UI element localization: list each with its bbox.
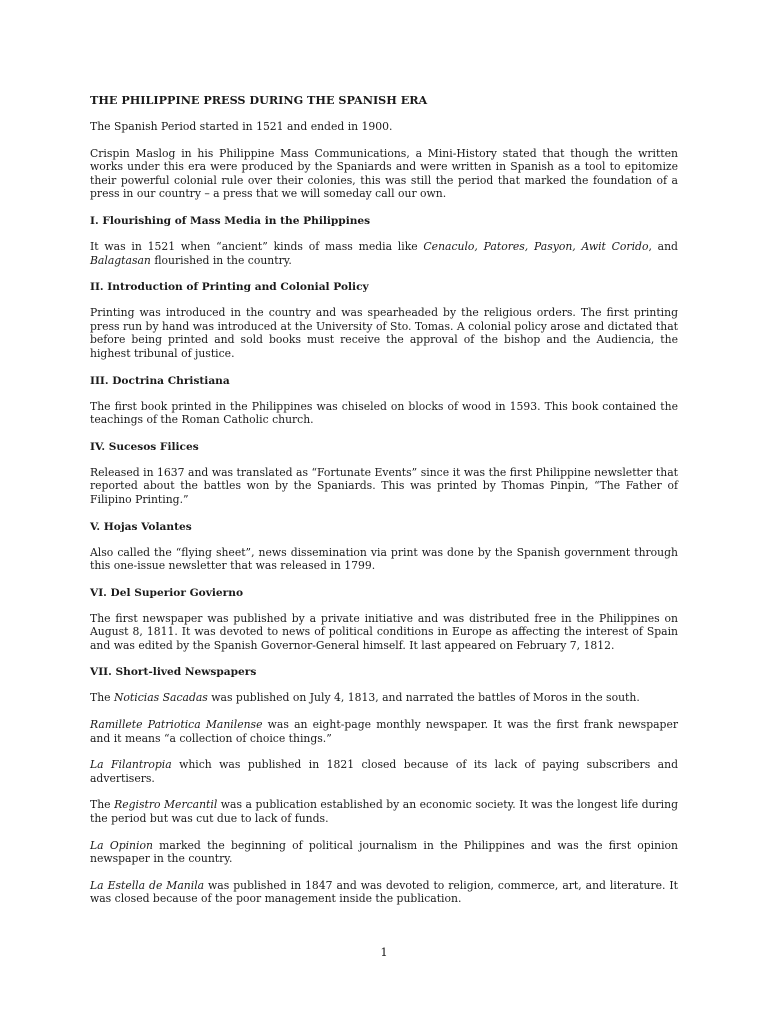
text-run: was an eight-page monthly newspaper. It was the first frank newspaper and it means “a collection of choice things.” xyxy=(90,718,679,745)
newspaper-paragraph-6 xyxy=(90,879,678,906)
section-heading-4: IV. Sucesos Filices xyxy=(90,440,199,453)
newspaper-paragraph-3 xyxy=(90,758,678,785)
section-heading-2: II. Introduction of Printing and Colonial Policy xyxy=(90,281,369,294)
document-title: THE PHILIPPINE PRESS DURING THE SPANISH ERA xyxy=(90,93,428,107)
section-paragraph-2: Printing was introduced in the country and was spearheaded by the religious orders. The first printing press run by hand was introduced at the University of Sto. Tomas. A colonial policy arose and dictated that before being printed and sold books must receive the approval of the bishop and the Audiencia, the highest tribunal of justice. xyxy=(90,306,678,360)
italic-run: La Filantropia xyxy=(90,758,172,772)
page-number: 1 xyxy=(380,945,388,959)
newspaper-paragraph-5 xyxy=(90,839,678,866)
section-heading-5: V. Hojas Volantes xyxy=(90,520,192,533)
section-heading-7: VII. Short-lived Newspapers xyxy=(90,666,257,679)
italic-run: La Estella de Manila xyxy=(90,878,205,892)
section-paragraph-3: The first book printed in the Philippines was chiseled on blocks of wood in 1593. This book contained the teachings of the Roman Catholic church. xyxy=(90,399,678,427)
italic-run: Ramillete Patriotica Manilense xyxy=(90,718,263,732)
section-heading-6: VI. Del Superior Govierno xyxy=(90,586,244,599)
text-run: The xyxy=(90,691,114,705)
newspaper-paragraph-1 xyxy=(90,691,678,705)
italic-run: Balagtasan xyxy=(90,253,151,267)
intro-paragraph-2: Crispin Maslog in his Philippine Mass Communications, a Mini-History stated that though the written works under this era were produced by the Spaniards and were written in Spanish as a tool to epitomize their powerful colonial rule over their colonies, this was still the period that marked the foundation of a press in our country – a press that we will someday call our own. xyxy=(90,146,678,201)
section-paragraph-4: Released in 1637 and was translated as “Fortunate Events” since it was the first Philippine newsletter that reported about the battles won by the Spaniards. This was printed by Thomas Pinpin, “The Father of Filipino Printing.” xyxy=(90,465,678,506)
text-run: was published in 1847 and was devoted to religion, commerce, art, and literature. It was closed because of the poor management inside the publication. xyxy=(90,878,678,906)
text-run: was published on July 4, 1813, and narrated the battles of Moros in the south. xyxy=(207,691,640,705)
text-run: flourished in the country. xyxy=(150,253,292,267)
italic-run: Noticias Sacadas xyxy=(113,691,208,705)
text-run: It was in 1521 when “ancient” kinds of mass media like xyxy=(90,239,424,253)
newspaper-paragraph-4 xyxy=(90,798,678,825)
text-run: , and xyxy=(648,239,678,253)
section-paragraph-6: The first newspaper was published by a private initiative and was distributed free in the Philippines on August 8, 1811. It was devoted to news of political conditions in Europe as affecting the interest of Spain and was edited by the Spanish Governor-General himself. It last appeared on February 7, 1812. xyxy=(90,611,678,652)
italic-run: Cenaculo, Patores, Pasyon, Awit Corido xyxy=(423,239,649,253)
text-run: was a publication established by an economic society. It was the longest life during the period but was cut due to lack of funds. xyxy=(90,798,678,826)
section-paragraph-1 xyxy=(90,240,678,267)
text-run: which was published in 1821 closed because of its lack of paying subscribers and advertisers. xyxy=(90,758,678,785)
italic-run: La Opinion xyxy=(90,838,153,852)
italic-run: Registro Mercantil xyxy=(114,798,218,812)
section-paragraph-5: Also called the “flying sheet”, news dissemination via print was done by the Spanish government through this one-issue newsletter that was released in 1799. xyxy=(90,545,678,573)
text-run: marked the beginning of political journalism in the Philippines and was the first opinion newspaper in the country. xyxy=(90,838,678,866)
text-run: The xyxy=(90,798,115,812)
newspaper-paragraph-2 xyxy=(90,718,678,745)
section-heading-3: III. Doctrina Christiana xyxy=(90,374,230,387)
intro-paragraph-1: The Spanish Period started in 1521 and ended in 1900. xyxy=(90,120,393,133)
section-heading-1: I. Flourishing of Mass Media in the Philippines xyxy=(90,214,371,227)
